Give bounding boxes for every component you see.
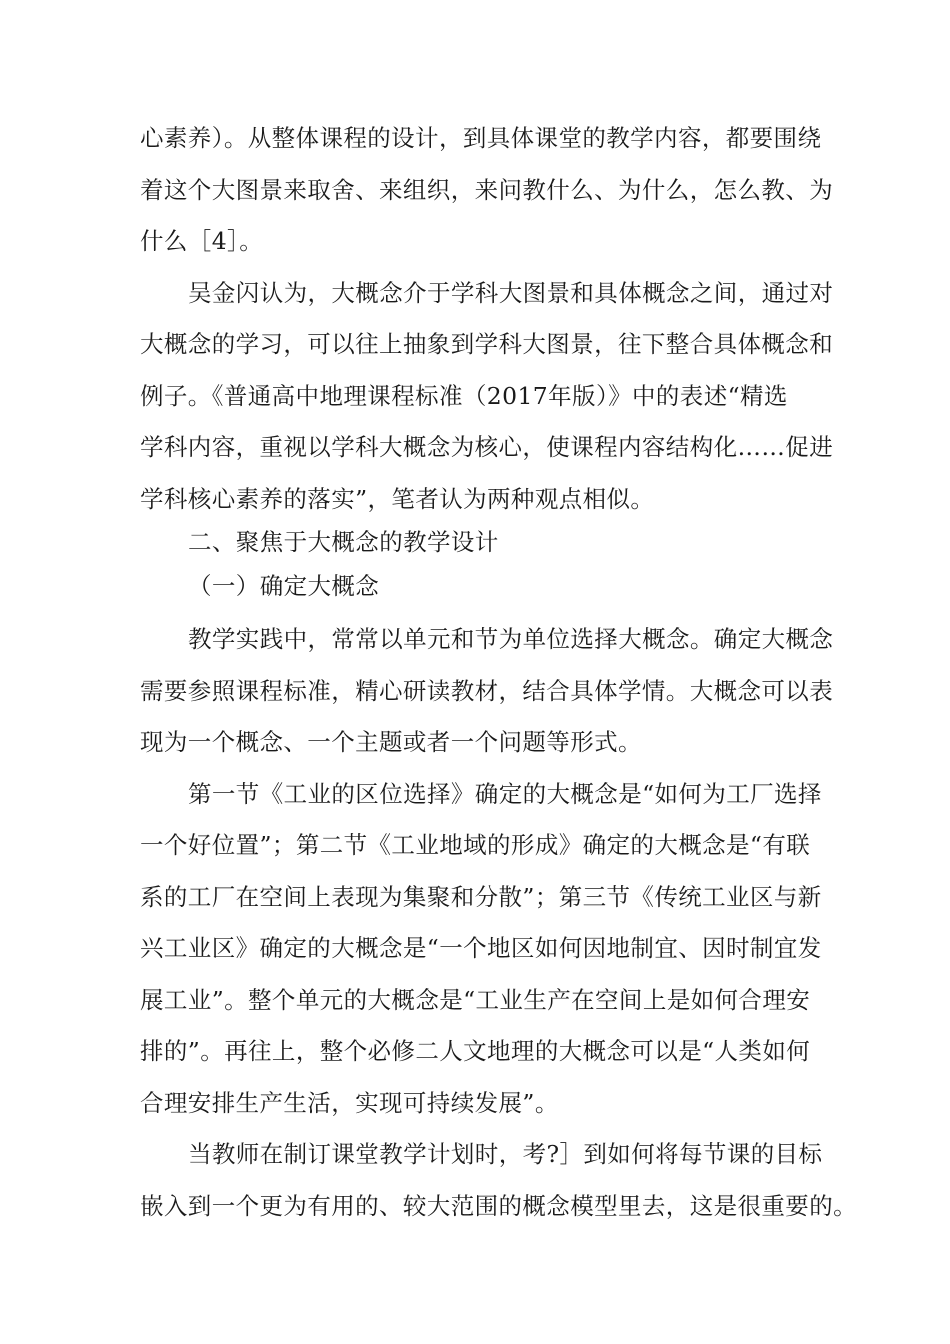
- section-heading: 二、聚焦于大概念的教学设计: [188, 528, 499, 556]
- text-line: 教学实践中，常常以单元和节为单位选择大概念。确定大概念: [188, 625, 834, 653]
- subsection-heading: （一）确定大概念: [188, 572, 380, 600]
- text-line: 第一节《工业的区位选择》确定的大概念是“如何为工厂选择: [188, 780, 822, 808]
- text-line: 展工业”。整个单元的大概念是“工业生产在空间上是如何合理安: [140, 986, 811, 1014]
- text-line: 排的”。再往上，整个必修二人文地理的大概念可以是“人类如何: [140, 1037, 811, 1065]
- text-line: 现为一个概念、一个主题或者一个问题等形式。: [140, 728, 642, 756]
- text-line: 合理安排生产生活，实现可持续发展”。: [140, 1089, 559, 1117]
- text-line: 学科核心素养的落实”，笔者认为两种观点相似。: [140, 485, 655, 513]
- text-line: 嵌入到一个更为有用的、较大范围的概念模型里去，这是很重要的。: [140, 1192, 857, 1220]
- text-line: 一个好位置”；第二节《工业地域的形成》确定的大概念是“有联: [140, 831, 811, 859]
- text-line: 例子。《普通高中地理课程标准（2017年版）》中的表述“精选: [140, 382, 788, 410]
- text-line: 兴工业区》确定的大概念是“一个地区如何因地制宜、因时制宜发: [140, 934, 822, 962]
- text-line: 吴金闪认为，大概念介于学科大图景和具体概念之间，通过对: [188, 279, 834, 307]
- text-line: 着这个大图景来取舍、来组织，来问教什么、为什么，怎么教、为: [140, 176, 834, 204]
- text-line: 当教师在制订课堂教学计划时，考?］到如何将每节课的目标: [188, 1140, 823, 1168]
- text-line: 心素养）。从整体课程的设计，到具体课堂的教学内容，都要围绕: [140, 124, 822, 152]
- text-line: 需要参照课程标准，精心研读教材，结合具体学情。大概念可以表: [140, 677, 834, 705]
- text-line: 系的工厂在空间上表现为集聚和分散”；第三节《传统工业区与新: [140, 883, 822, 911]
- text-line: 什么［4］。: [140, 227, 264, 255]
- text-line: 大概念的学习，可以往上抽象到学科大图景，往下整合具体概念和: [140, 330, 834, 358]
- text-line: 学科内容，重视以学科大概念为核心，使课程内容结构化……促进: [140, 433, 834, 461]
